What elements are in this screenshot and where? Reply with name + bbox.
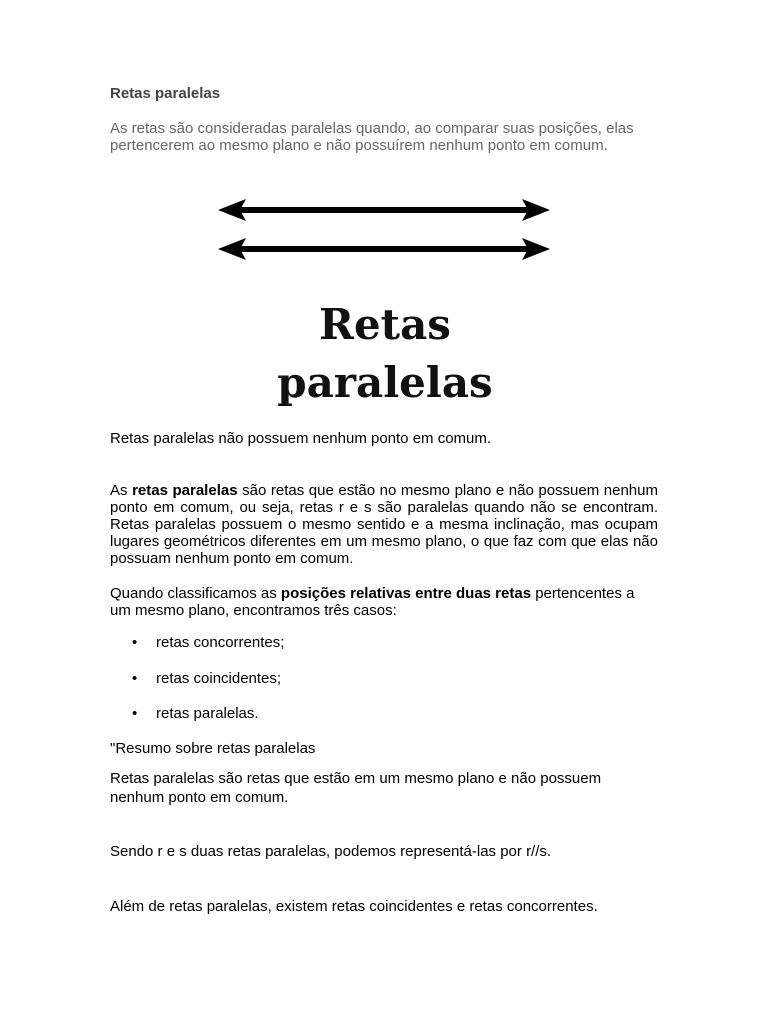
definition-paragraph	[110, 482, 658, 567]
closing-paragraph: Além de retas paralelas, existem retas coincidentes e retas concorrentes.	[110, 898, 598, 915]
document-heading: Retas paralelas	[110, 85, 221, 102]
classification-bold-term: posições relativas entre duas retas	[280, 585, 532, 602]
summary-paragraph: Retas paralelas são retas que estão em um mesmo plano e não possuem nenhum ponto em comum.	[110, 770, 602, 806]
definition-prefix: As	[110, 482, 133, 499]
bullet-icon: •	[132, 669, 138, 687]
list-item-text: retas paralelas.	[156, 705, 259, 722]
parallel-double-arrows-icon	[210, 195, 560, 275]
list-item-text: retas coincidentes;	[156, 669, 282, 687]
classification-paragraph	[110, 585, 658, 619]
figure-caption-line2: paralelas	[277, 358, 493, 407]
cases-list	[110, 633, 284, 740]
definition-rest: são retas que estão no mesmo plano e não possuem nenhum ponto em comum, ou seja, retas r e s são paralelas quando não se encontram. Retas paralelas possuem o mesmo sentido e a mesma inclinação, mas ocupam lugares geométricos diferentes em um mesmo plano, o que faz com que elas não possuam nenhum ponto em comum.	[110, 482, 658, 567]
parallel-lines-figure	[210, 195, 560, 420]
summary-title: "Resumo sobre retas paralelas	[110, 740, 316, 757]
figure-caption-line1: Retas	[319, 300, 451, 349]
intro-paragraph: As retas são consideradas paralelas quando, ao comparar suas posições, elas pertencerem ao mesmo plano e não possuírem nenhum ponto em comum.	[110, 120, 634, 154]
classification-rest: pertencentes a um mesmo plano, encontramos três casos:	[110, 585, 635, 619]
list-item	[110, 633, 284, 669]
bullet-icon: •	[132, 634, 138, 651]
statement-paragraph: Retas paralelas não possuem nenhum ponto em comum.	[110, 430, 492, 447]
list-item	[110, 669, 284, 705]
definition-bold-term: retas paralelas	[132, 482, 238, 499]
list-item-text: retas concorrentes;	[156, 634, 285, 651]
bullet-icon: •	[132, 705, 138, 722]
classification-prefix: Quando classificamos as	[110, 585, 281, 602]
list-item	[110, 704, 284, 740]
notation-paragraph: Sendo r e s duas retas paralelas, podemos representá-las por r//s.	[110, 843, 552, 860]
